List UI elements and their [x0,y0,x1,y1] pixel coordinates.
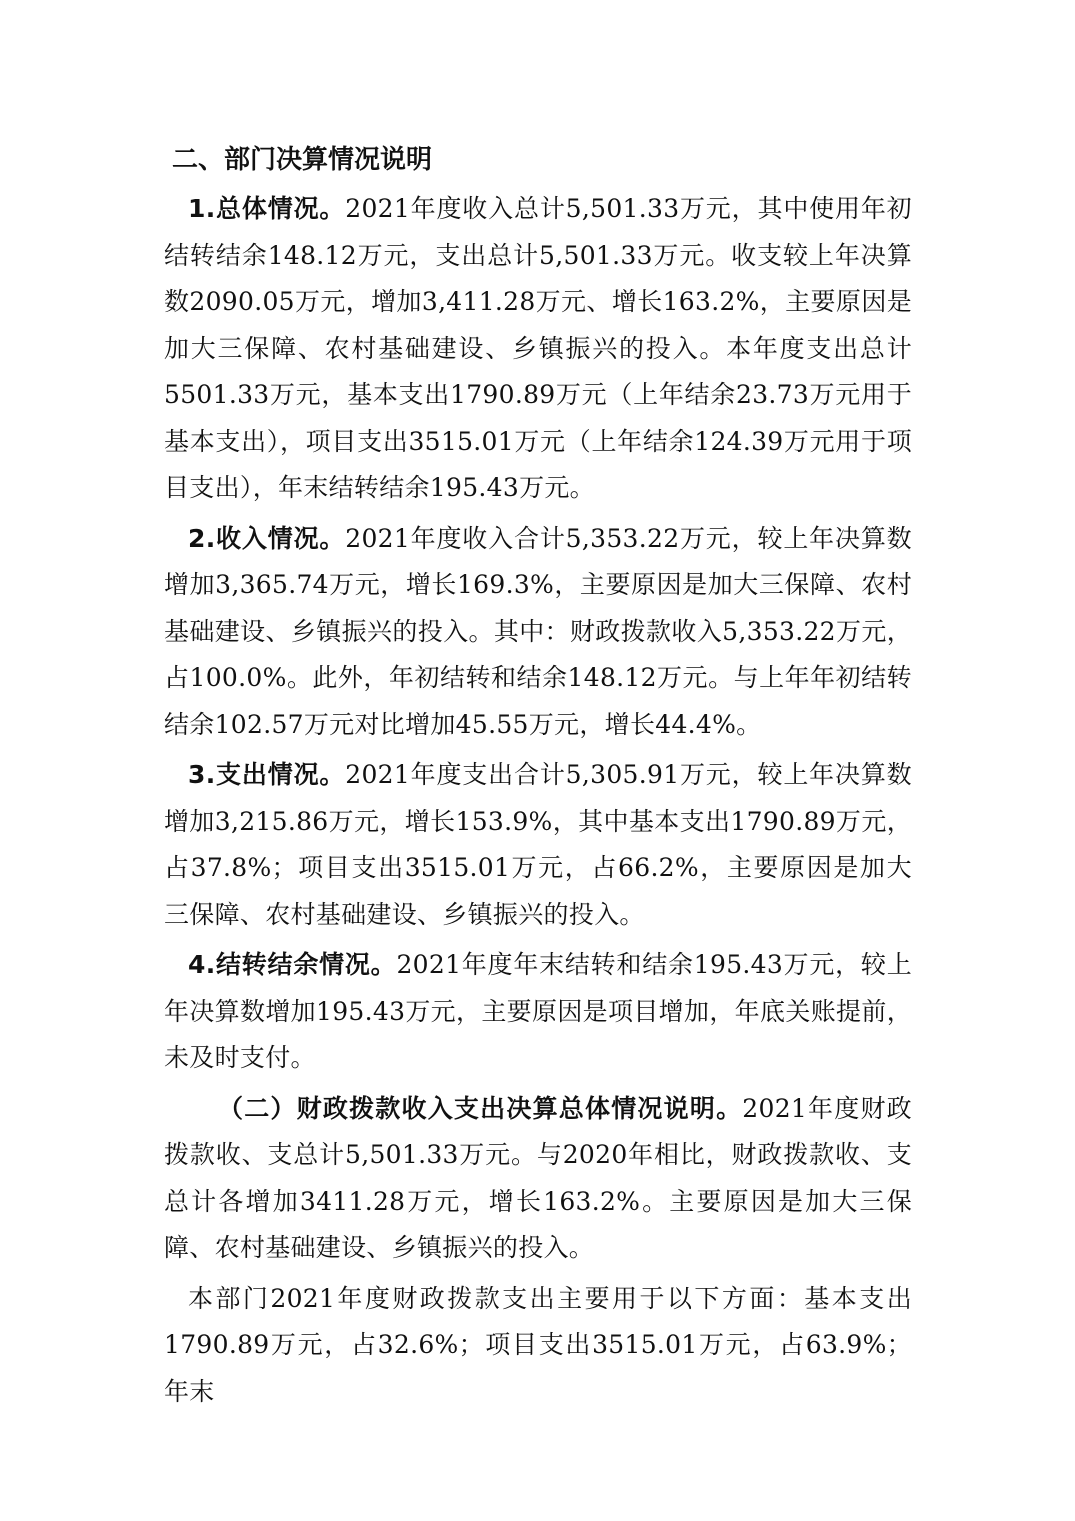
paragraph-text: 2021年度收入合计5,353.22万元，较上年决算数增加3,365.74万元，增长169.3%，主要原因是加大三保障、农村基础建设、乡镇振兴的投入。其中：财政拨款收入5,353.22万元，占100.0%。此外，年初结转和结余148.12万元。与上年年初结转结余102.57万元对比增加45.55万元，增长44.4%。 [164,523,912,739]
paragraph-lead: 4.结转结余情况。 [188,950,397,979]
paragraph-lead: （二）财政拨款收入支出决算总体情况说明。 [218,1093,743,1123]
paragraph-text: 2021年度财政拨款收、支总计5,501.33万元。与2020年相比，财政拨款收、支总计各增加3411.28万元，增长163.2%。主要原因是加大三保障、农村基础建设、乡镇振兴的投入。 [164,1093,912,1262]
section-heading: 二、部门决算情况说明 [172,145,433,175]
paragraph-fiscal-uses [164,1276,912,1416]
paragraph-text: 2021年度收入总计5,501.33万元，其中使用年初结转结余148.12万元，支出总计5,501.33万元。收支较上年决算数2090.05万元，增加3,411.28万元、增长163.2%，主要原因是加大三保障、农村基础建设、乡镇振兴的投入。本年度支出总计5501.33万元，基本支出1790.89万元（上年结余23.73万元用于基本支出），项目支出3515.01万元（上年结余124.39万元用于项目支出），年末结转结余195.43万元。 [164,194,912,502]
paragraph-expenditure [164,752,912,938]
paragraph-fiscal-appropriation [164,1086,912,1272]
paragraph-lead: 2.收入情况。 [188,523,346,553]
paragraph-lead: 1.总体情况。 [188,194,346,223]
document-page [164,140,912,1419]
paragraph-text: 2021年度年末结转和结余195.43万元，较上年决算数增加195.43万元，主要原因是项目增加，年底关账提前，未及时支付。 [164,950,912,1072]
paragraph-carryover [164,942,912,1082]
paragraph-income [164,516,912,749]
paragraph-overall [164,186,912,512]
paragraph-text: 本部门2021年度财政拨款支出主要用于以下方面：基本支出1790.89万元，占32.6%；项目支出3515.01万元，占63.9%；年末 [164,1283,912,1406]
paragraph-lead: 3.支出情况。 [188,760,346,789]
paragraph-text: 2021年度支出合计5,305.91万元，较上年决算数增加3,215.86万元，增长153.9%，其中基本支出1790.89万元，占37.8%；项目支出3515.01万元，占66.2%，主要原因是加大三保障、农村基础建设、乡镇振兴的投入。 [164,760,912,929]
